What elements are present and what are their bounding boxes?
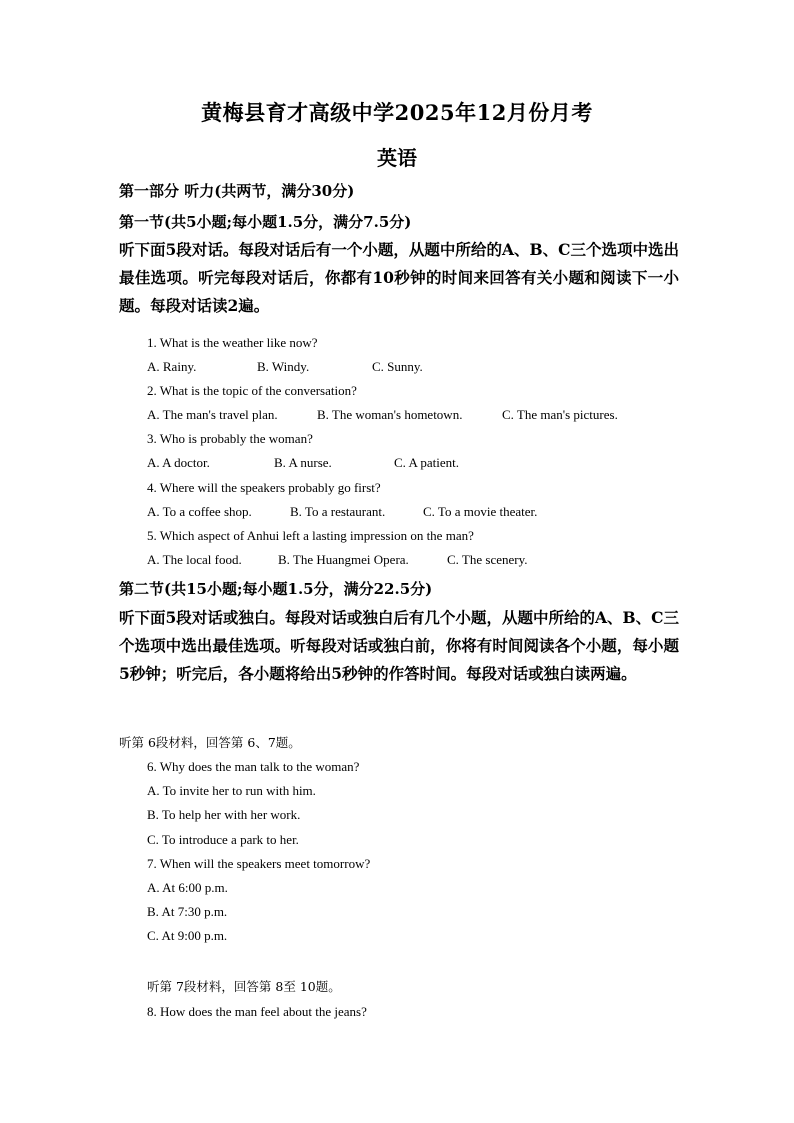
question-1-stem: 1. What is the weather like now? [147,335,318,350]
material-6-note: 听第 6段材料，回答第 6、7题。 [119,735,301,750]
question-3-option-a: A. A doctor. [147,455,210,470]
question-4-option-b: B. To a restaurant. [290,504,386,519]
question-1-option-c: C. Sunny. [372,359,423,374]
question-3-option-b: B. A nurse. [274,455,332,470]
question-5-option-a: A. The local food. [147,552,242,567]
question-5-stem: 5. Which aspect of Anhui left a lasting impression on the man? [147,528,474,543]
question-1-option-a: A. Rainy. [147,359,197,374]
question-6-option-b: B. To help her with her work. [147,807,301,822]
question-2-stem: 2. What is the topic of the conversation? [147,383,357,398]
question-3-option-c: C. A patient. [394,455,459,470]
question-2-option-c: C. The man's pictures. [502,407,618,422]
section1-heading: 第一节(共5小题;每小题1.5分，满分7.5分) [119,213,412,231]
question-6-option-c: C. To introduce a park to her. [147,832,299,847]
question-5-option-b: B. The Huangmei Opera. [278,552,409,567]
question-1-option-b: B. Windy. [257,359,310,374]
question-7-option-c: C. At 9:00 p.m. [147,928,228,943]
question-4-option-a: A. To a coffee shop. [147,504,252,519]
question-3-stem: 3. Who is probably the woman? [147,431,313,446]
question-7-stem: 7. When will the speakers meet tomorrow? [147,856,371,871]
question-4-stem: 4. Where will the speakers probably go first? [147,480,381,495]
question-6-stem: 6. Why does the man talk to the woman? [147,759,360,774]
question-8-stem: 8. How does the man feel about the jeans? [147,1004,367,1019]
section2-heading: 第二节(共15小题;每小题1.5分，满分22.5分) [119,580,433,598]
question-7-option-a: A. At 6:00 p.m. [147,880,228,895]
question-4-option-c: C. To a movie theater. [423,504,538,519]
question-7-option-b: B. At 7:30 p.m. [147,904,228,919]
question-5-option-c: C. The scenery. [447,552,528,567]
section1-instruction: 听下面5段对话。每段对话后有一个小题，从题中所给的A、B、C三个选项中选出最佳选项。听完每段对话后，你都有10秒钟的时间来回答有关小题和阅读下一小题。每段对话读2遍。 [119,240,679,315]
question-2-option-b: B. The woman's hometown. [317,407,463,422]
material-7-note: 听第 7段材料，回答第 8至 10题。 [147,979,341,994]
part1-heading: 第一部分 听力(共两节，满分30分) [119,182,355,200]
question-6-option-a: A. To invite her to run with him. [147,783,316,798]
subject-title: 英语 [377,146,417,170]
question-2-option-a: A. The man's travel plan. [147,407,278,422]
section2-instruction: 听下面5段对话或独白。每段对话或独白后有几个小题，从题中所给的A、B、C三个选项中选出最佳选项。听每段对话或独白前，你将有时间阅读各个小题，每小题5秒钟；听完后，各小题将给出5秒钟的作答时间。每段对话或独白读两遍。 [119,608,679,683]
exam-title: 黄梅县育才高级中学2025年12月份月考 [201,100,593,125]
